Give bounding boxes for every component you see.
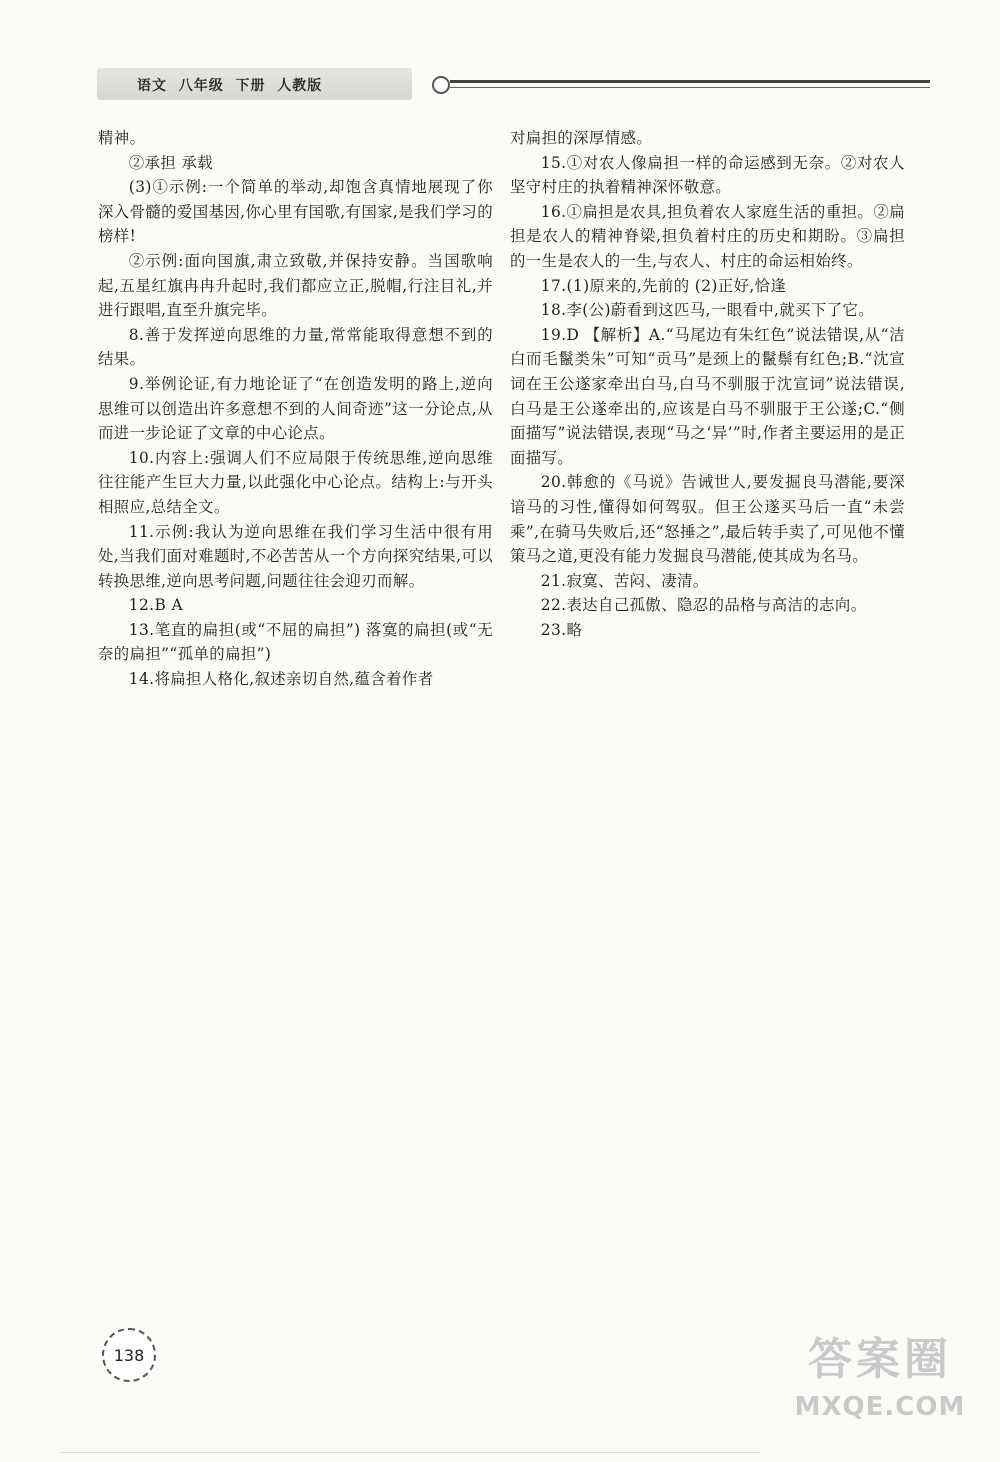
header-emblem-icon bbox=[432, 76, 450, 94]
answer-paragraph: 对扁担的深厚情感。 bbox=[510, 129, 653, 147]
answer-paragraph: (3)①示例:一个简单的举动,却饱含真情地展现了你深入骨髓的爱国基因,你心里有国歌,有国家,是我们学习的榜样! bbox=[98, 178, 493, 246]
answer-paragraph: 12.B A bbox=[128, 596, 183, 615]
answer-paragraph: 21.寂寞、苦闷、凄清。 bbox=[540, 571, 709, 590]
answer-paragraph: 9.举例论证,有力地论证了“在创造发明的路上,逆向思维可以创造出许多意想不到的人间奇迹”这一分论点,从而进一步论证了文章的中心论点。 bbox=[98, 374, 493, 443]
watermark-url: MXQE.COM bbox=[794, 1392, 966, 1422]
left-column bbox=[98, 126, 493, 692]
answer-paragraph: 15.①对农人像扁担一样的命运感到无奈。②对农人坚守村庄的执着精神深怀敬意。 bbox=[510, 153, 905, 197]
answer-paragraph: 22.表达自己孤傲、隐忍的品格与高洁的志向。 bbox=[540, 596, 867, 615]
answer-paragraph: 16.①扁担是农具,担负着农人家庭生活的重担。②扁担是农人的精神脊梁,担负着村庄的历史和期盼。③扁担的一生是农人的一生,与农人、村庄的命运相始终。 bbox=[510, 202, 905, 270]
answer-paragraph: 17.(1)原来的,先前的 (2)正好,恰逢 bbox=[540, 276, 787, 295]
answer-paragraph: 精神。 bbox=[98, 129, 146, 147]
answer-paragraph: 19.D 【解析】A.“马尾边有朱红色”说法错误,从“洁白而毛鬣类朱”可知“贡马”是颈上的鬣鬃有红色;B.“沈宣词在王公遂家牵出白马,白马不驯服于沈宣词”说法错误,白马是王公遂牵出的,应该是白马不驯服于王公遂;C.“侧面描写”说法错误,表现“马之‘异’”时,作者主要运用的是正面描写。 bbox=[510, 325, 905, 467]
header-rule-thin bbox=[450, 87, 930, 88]
answer-paragraph: ②示例:面向国旗,肃立致敬,并保持安静。当国歌响起,五星红旗冉冉升起时,我们都应立正,脱帽,行注目礼,并进行跟唱,直至升旗完毕。 bbox=[98, 251, 493, 320]
answer-paragraph: 20.韩愈的《马说》告诫世人,要发掘良马潜能,要深谙马的习性,懂得如何驾驭。但王公遂买马后一直“未尝乘”,在骑马失败后,还“怒捶之”,最后转手卖了,可见他不懂策马之道,更没有能力发掘良马潜能,使其成为名马。 bbox=[510, 473, 905, 566]
right-column bbox=[510, 126, 905, 642]
answer-paragraph: 8.善于发挥逆向思维的力量,常常能取得意想不到的结果。 bbox=[98, 325, 493, 369]
header-title: 语文 八年级 下册 人教版 bbox=[137, 78, 323, 94]
answer-paragraph: 14.将扁担人格化,叙述亲切自然,蕴含着作者 bbox=[128, 670, 434, 689]
header-rule bbox=[450, 80, 930, 83]
watermark-title: 答案圈 bbox=[808, 1334, 952, 1385]
answer-paragraph: 18.李(公)蔚看到这匹马,一眼看中,就买下了它。 bbox=[540, 301, 875, 320]
header-bar bbox=[97, 68, 412, 100]
page-number-badge bbox=[102, 1328, 156, 1382]
answer-paragraph: 23.略 bbox=[540, 620, 583, 639]
watermark-logo bbox=[770, 1330, 990, 1450]
answer-paragraph: 11.示例:我认为逆向思维在我们学习生活中很有用处,当我们面对难题时,不必苦苦从一个方向探究结果,可以转换思维,逆向思考问题,问题往往会迎刃而解。 bbox=[98, 522, 493, 590]
answer-paragraph: 13.笔直的扁担(或“不屈的扁担”) 落寞的扁担(或“无奈的扁担”“孤单的扁担”) bbox=[98, 620, 493, 664]
answer-paragraph: 10.内容上:强调人们不应局限于传统思维,逆向思维往往能产生巨大力量,以此强化中心论点。结构上:与开头相照应,总结全文。 bbox=[98, 448, 493, 516]
page-number: 138 bbox=[113, 1345, 145, 1365]
answer-paragraph: ②承担 承载 bbox=[128, 153, 214, 172]
bottom-rule bbox=[60, 1452, 760, 1453]
